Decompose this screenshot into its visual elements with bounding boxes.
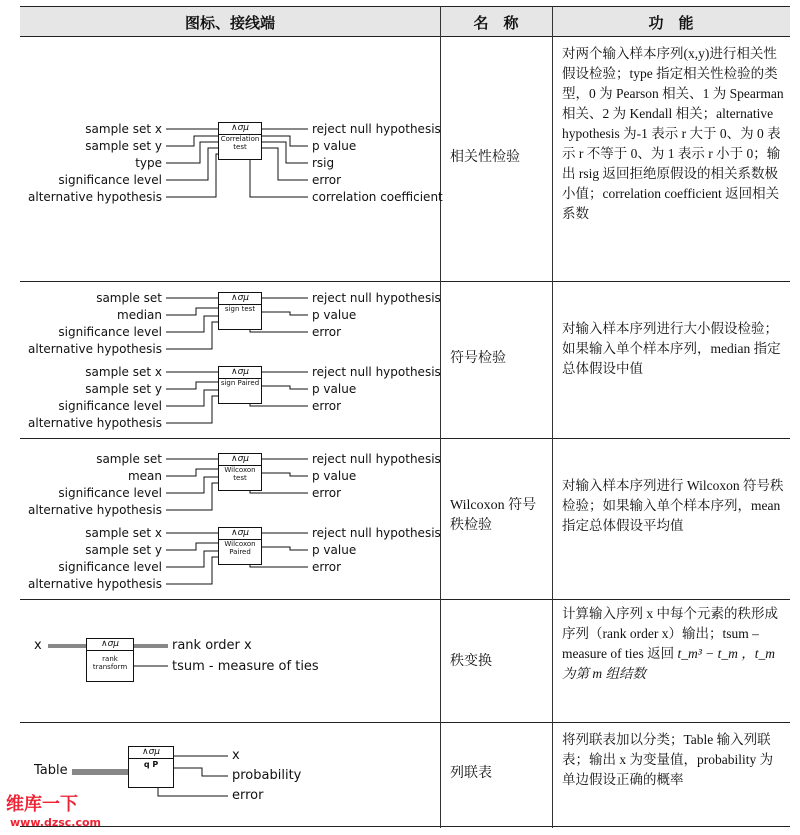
output-terminal: rsig (312, 156, 335, 170)
vi-icon-label: sign test (224, 305, 256, 313)
vi-icon (218, 527, 262, 565)
output-terminal: reject null hypothesis (312, 122, 441, 136)
rule (20, 281, 790, 282)
input-terminal: alternative hypothesis (28, 190, 162, 204)
input-terminal: sample set x (85, 365, 162, 379)
input-terminal: significance level (58, 325, 162, 339)
watermark-url: www.dzsc.com (10, 816, 102, 829)
input-terminal: Table (34, 763, 68, 778)
sign-test-diagram (20, 288, 440, 360)
input-terminal: sample set (96, 452, 162, 466)
rank-transform-diagram (20, 634, 440, 694)
table-header (20, 6, 790, 36)
input-terminal: type (135, 156, 162, 170)
rule (20, 438, 790, 439)
row-name: 列联表 (450, 766, 492, 781)
output-terminal: reject null hypothesis (312, 291, 441, 305)
output-terminal: p value (312, 139, 357, 153)
sign-paired-diagram (20, 362, 440, 434)
input-terminal: sample set y (85, 543, 162, 557)
rule (20, 722, 790, 723)
output-terminal: p value (312, 469, 357, 483)
input-terminal: median (117, 308, 162, 322)
output-terminal: error (312, 325, 342, 339)
output-terminal: error (312, 560, 342, 574)
function-text: 计算输入序列 x 中每个元素的秩形成序列（rank order x）输出；tsum – measure of ties 返回 (562, 606, 778, 661)
vi-icon-top: ∧σμ (129, 747, 173, 759)
correlation-test-diagram (20, 114, 443, 214)
rule (20, 6, 790, 7)
output-terminal: error (312, 486, 342, 500)
input-terminal: alternative hypothesis (28, 503, 162, 517)
header-function: 功 能 (648, 14, 694, 32)
output-terminal: error (312, 173, 342, 187)
input-terminal: sample set y (85, 382, 162, 396)
vi-icon-label: q P (143, 760, 159, 769)
row-name: Wilcoxon 符号秩检验 (450, 498, 537, 533)
output-terminal: p value (312, 308, 357, 322)
row-name: 相关性检验 (450, 150, 520, 165)
row-function: 将列联表加以分类；Table 输入列联表；输出 x 为变量值，probability 为单边假设正确的概率 (562, 732, 774, 787)
header-name: 名 称 (473, 14, 519, 32)
formula-text: t_m³ − t_m ，t_m 为第 m 组结数 (562, 646, 776, 681)
output-terminal: probability (232, 768, 302, 783)
output-terminal: p value (312, 543, 357, 557)
watermark-logo (4, 790, 154, 832)
output-terminal: p value (312, 382, 357, 396)
output-terminal: correlation coefficient (312, 190, 443, 204)
input-terminal: significance level (58, 399, 162, 413)
vi-icon-label: sign Paired (220, 379, 260, 387)
header-icon-terminal: 图标、接线端 (184, 14, 275, 32)
wilcoxon-test-diagram (20, 449, 440, 521)
vi-icon-top: ∧σμ (219, 454, 261, 466)
vi-icon (218, 453, 262, 491)
wilcoxon-paired-diagram (20, 523, 440, 595)
watermark-title: 维库一下 (6, 794, 78, 815)
vi-icon-top: ∧σμ (219, 528, 261, 540)
output-terminal: reject null hypothesis (312, 526, 441, 540)
rule (20, 599, 790, 600)
vi-icon (218, 366, 262, 404)
vi-icon (218, 292, 262, 330)
rule (20, 36, 790, 37)
row-function: 对输入样本序列进行大小假设检验；如果输入单个样本序列，median 指定总体假设中值 (562, 321, 781, 376)
vi-icon (86, 638, 134, 682)
input-terminal: significance level (58, 560, 162, 574)
vi-icon-label: Wilcoxon Paired (224, 540, 256, 556)
vi-icon-label: Correlation test (220, 135, 260, 151)
column-divider (552, 6, 553, 828)
input-terminal: significance level (58, 486, 162, 500)
output-terminal: error (312, 399, 342, 413)
row-function: 对输入样本序列进行 Wilcoxon 符号秩检验；如果输入单个样本序列，mean 指定总体假设平均值 (562, 478, 784, 533)
input-terminal: sample set (96, 291, 162, 305)
input-terminal: x (34, 638, 42, 653)
input-terminal: significance level (58, 173, 162, 187)
row-name: 符号检验 (450, 351, 506, 366)
row-function (562, 604, 786, 684)
vi-icon-label: rank transform (92, 655, 128, 671)
row-name: 秩变换 (450, 654, 492, 669)
output-terminal: reject null hypothesis (312, 365, 441, 379)
input-terminal: sample set x (85, 526, 162, 540)
vi-icon-top: ∧σμ (219, 123, 261, 135)
output-terminal: rank order x (172, 638, 252, 653)
vi-icon-top: ∧σμ (87, 639, 133, 651)
input-terminal: sample set y (85, 139, 162, 153)
vi-icon (218, 122, 262, 160)
input-terminal: sample set x (85, 122, 162, 136)
input-terminal: alternative hypothesis (28, 577, 162, 591)
vi-icon-top: ∧σμ (219, 293, 261, 305)
input-terminal: mean (127, 469, 162, 483)
output-terminal: x (232, 748, 240, 763)
output-terminal: error (232, 788, 264, 803)
output-terminal: tsum - measure of ties (172, 659, 319, 674)
row-function: 对两个输入样本序列(x,y)进行相关性假设检验；type 指定相关性检验的类型，0 为 Pearson 相关、1 为 Spearman 相关、2 为 Kendall 相关；alternative hypothesis 为-1 表示 r 大于 0、为 0 表示 r 不等于 0、为 1 表示 r 小于 0；输出 rsig 返回拒绝原假设的相关系数极小值；correlation coefficient 返回相关系数 (562, 46, 784, 221)
function-table (20, 6, 790, 828)
vi-icon (128, 746, 174, 788)
vi-icon-label: Wilcoxon test (224, 466, 256, 482)
input-terminal: alternative hypothesis (28, 416, 162, 430)
vi-icon-top: ∧σμ (219, 367, 261, 379)
input-terminal: alternative hypothesis (28, 342, 162, 356)
output-terminal: reject null hypothesis (312, 452, 441, 466)
